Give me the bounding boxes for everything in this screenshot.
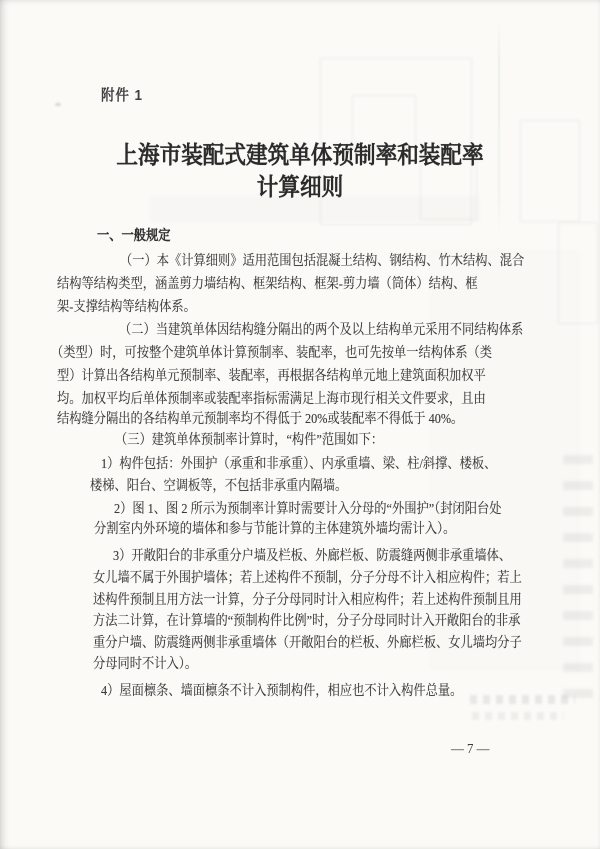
text-line: 楼梯、阳台、空调板等，不包括非承重内隔墙。: [90, 479, 348, 494]
text-line: 分割室内外环境的墙体和参与节能计算的主体建筑外墙均需计入）。: [94, 522, 456, 537]
text-line: 1）构件包括：外围护（承重和非承重）、内承重墙、梁、柱/斜撑、楼板、: [101, 457, 497, 472]
text-line: 2）图 1、图 2 所示为预制率计算时需要计入分母的“外围护”（封闭阳台处: [114, 502, 502, 517]
text-line: 型）计算出各结构单元预制率、装配率，再根据各结构单元地上建筑面积加权平: [57, 369, 486, 384]
document-title-line-1: 上海市装配式建筑单体预制率和装配率: [116, 143, 484, 169]
text-line: 结构等结构类型，涵盖剪力墙结构、框架结构、框架-剪力墙（筒体）结构、框: [57, 277, 478, 292]
text-line: 重分户墙、防震缝两侧非承重墙体（开敞阳台的栏板、外廊栏板、女儿墙均分子: [93, 636, 522, 651]
text-line: （类型）时，可按整个建筑单体计算预制率、装配率，也可先按单一结构体系（类: [51, 346, 492, 361]
text-line: 4）屋面檩条、墙面檩条不计入预制构件，相应也不计入构件总量。: [101, 684, 463, 699]
text-line: （三）建筑单体预制率计算时，“构件”范围如下：: [115, 433, 384, 448]
document-title-line-2: 计算细则: [256, 175, 344, 201]
scan-speck: [55, 103, 61, 106]
attachment-label: 附件 1: [101, 87, 143, 104]
text-line: 女儿墙不属于外围护墙体；若上述构件不预制，分子分母不计入相应构件；若上: [93, 571, 522, 586]
text-line: 方法二计算，在计算墙的“预制构件比例”时，分子分母同时计入开敞阳台的非承: [93, 614, 521, 629]
text-line: 架-支撑结构等结构体系。: [57, 300, 196, 315]
text-line: 述构件预制且用方法一计算，分子分母同时计入相应构件；若上述构件预制且用: [93, 593, 522, 608]
text-line: 3）开敞阳台的非承重分户墙及栏板、外廊栏板、防震缝两侧非承重墙体、: [113, 549, 512, 564]
bleedthrough-floorplan-artifact: [558, 222, 598, 324]
text-line: （二）当建筑单体因结构缝分隔出的两个及以上结构单元采用不同结构体系: [119, 323, 524, 338]
text-line: 分母同时不计入）。: [93, 657, 198, 672]
bleedthrough-text-artifact: [472, 712, 564, 720]
page-number: — 7 —: [451, 741, 490, 756]
text-line: （一）本《计算细则》适用范围包括混凝土结构、钢结构、竹木结构、混合: [120, 254, 525, 269]
text-line: 均。加权平均后单体预制率或装配率指标需满足上海市现行相关文件要求，且由: [57, 392, 486, 407]
text-line: 结构缝分隔出的各结构单元预制率均不得低于 20%或装配率不得低于 40%。: [57, 412, 464, 427]
section-heading: 一、一般规定: [97, 229, 171, 244]
bleedthrough-text-artifact: [470, 695, 575, 704]
bleedthrough-column-artifact: [563, 455, 593, 700]
